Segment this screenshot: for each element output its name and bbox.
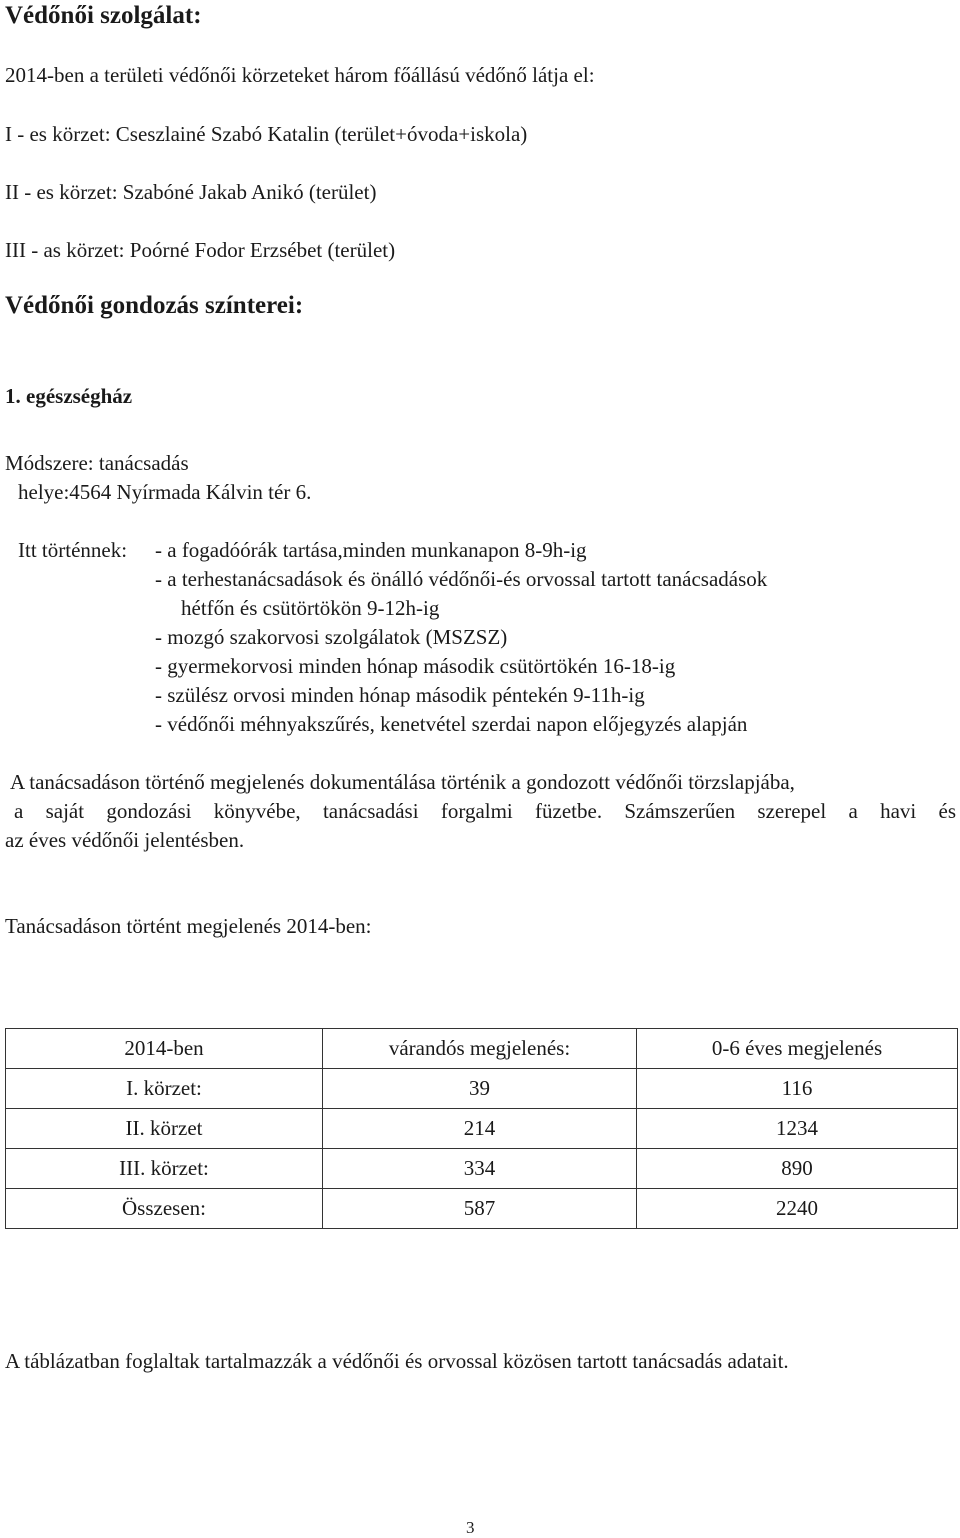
activity-2-cont: hétfőn és csütörtökön 9-12h-ig (181, 596, 440, 620)
table-cell: 334 (323, 1149, 637, 1189)
district-1: I - es körzet: Cseszlainé Szabó Katalin (terület+óvoda+iskola) (5, 122, 528, 146)
documentation-line-1: A tanácsadáson történő megjelenés dokumentálása történik a gondozott védőnői törzslapjába, (10, 770, 795, 794)
table-cell: III. körzet: (6, 1149, 323, 1189)
table-cell: 1234 (637, 1109, 958, 1149)
method-text: Módszere: tanácsadás (5, 451, 189, 475)
table-cell: 587 (323, 1189, 637, 1229)
table-header-cell: 0-6 éves megjelenés (637, 1029, 958, 1069)
activity-2: - a terhestanácsadások és önálló védőnői-és orvossal tartott tanácsadások (155, 567, 768, 591)
activities-label: Itt történnek: (18, 538, 128, 562)
table-cell: II. körzet (6, 1109, 323, 1149)
table-cell: 2240 (637, 1189, 958, 1229)
district-2: II - es körzet: Szabóné Jakab Anikó (terület) (5, 180, 377, 204)
table-cell: Összesen: (6, 1189, 323, 1229)
table-header-cell: 2014-ben (6, 1029, 323, 1069)
activity-1: - a fogadóórák tartása,minden munkanapon 8-9h-ig (155, 538, 587, 562)
table-cell: 890 (637, 1149, 958, 1189)
appearance-table (5, 1028, 958, 1229)
page-number: 3 (466, 1518, 475, 1537)
table-header-row (6, 1029, 958, 1069)
activity-6: - védőnői méhnyakszűrés, kenetvétel szerdai napon előjegyzés alapján (155, 712, 748, 736)
table-cell: 214 (323, 1109, 637, 1149)
table-header-cell: várandós megjelenés: (323, 1029, 637, 1069)
section-heading: Védőnői gondozás színterei: (5, 292, 304, 319)
table-cell: I. körzet: (6, 1069, 323, 1109)
documentation-line-2: a saját gondozási könyvébe, tanácsadási forgalmi füzetbe. Számszerűen szerepel a havi és (14, 799, 956, 823)
place-title: 1. egészségház (5, 384, 133, 408)
table-cell: 116 (637, 1069, 958, 1109)
location-text: helye:4564 Nyírmada Kálvin tér 6. (18, 480, 312, 504)
table-cell: 39 (323, 1069, 637, 1109)
activity-4: - gyermekorvosi minden hónap második csütörtökén 16-18-ig (155, 654, 676, 678)
footnote: A táblázatban foglaltak tartalmazzák a védőnői és orvossal közösen tartott tanácsadás adatait. (5, 1349, 789, 1373)
documentation-line-3: az éves védőnői jelentésben. (5, 828, 245, 852)
table-row (6, 1149, 958, 1189)
table-row (6, 1109, 958, 1149)
page-heading: Védőnői szolgálat: (5, 2, 202, 29)
table-row (6, 1069, 958, 1109)
table-title: Tanácsadáson történt megjelenés 2014-ben: (5, 914, 372, 938)
activity-3: - mozgó szakorvosi szolgálatok (MSZSZ) (155, 625, 508, 649)
table-row (6, 1189, 958, 1229)
district-3: III - as körzet: Poórné Fodor Erzsébet (terület) (5, 238, 396, 262)
activity-5: - szülész orvosi minden hónap második péntekén 9-11h-ig (155, 683, 645, 707)
intro-text: 2014-ben a területi védőnői körzeteket három főállású védőnő látja el: (5, 63, 595, 87)
